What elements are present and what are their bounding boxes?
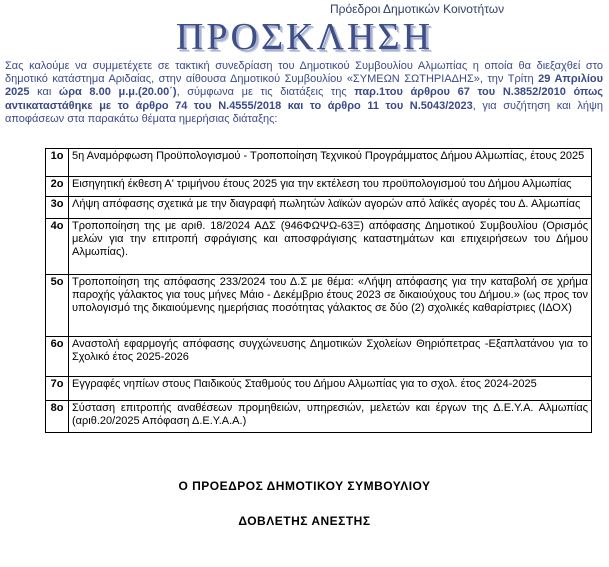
agenda-number: 4ο bbox=[46, 219, 69, 275]
agenda-text: Εισηγητική έκθεση Α' τριμήνου έτους 2025 για την εκτέλεση του προϋπολογισμού του Δήμου Αλμωπίας bbox=[69, 177, 592, 197]
legal-reference: παρ.1του άρθρου 67 του Ν.3852/2010 όπως αντικαταστάθηκε με το άρθρο 74 του Ν.4555/2018 και το άρθρο 11 του Ν.5043/2023 bbox=[5, 86, 603, 112]
agenda-text: Σύσταση επιτροπής αναθέσεων προμηθειών, υπηρεσιών, μελετών και έργων της Δ.Ε.Υ.Α. Αλμωπίας (αριθ.20/2025 Απόφαση Δ.Ε.Υ.Α.Α.) bbox=[69, 401, 592, 433]
intro-text-2: και bbox=[29, 86, 59, 99]
agenda-text: 5η Αναμόρφωση Προϋπολογισμού - Τροποποίηση Τεχνικού Προγράμματος Δήμου Αλμωπίας, έτους 2025 bbox=[69, 149, 592, 177]
agenda-text: Τροποποίηση της με αριθ. 18/2024 ΑΔΣ (946ΦΩΨΩ-63Ξ) απόφασης Δημοτικού Συμβουλίου (Ορισμός μελών για την επιτροπή σφράγισης και αποσφράγισης καταστημάτων και επιχειρήσεων του Δήμου Αλμωπίας). bbox=[69, 219, 592, 275]
agenda-number: 3ο bbox=[46, 197, 69, 219]
agenda-text: Αναστολή εφαρμογής απόφασης συγχώνευσης Δημοτικών Σχολείων Θηριόπετρας -Εξαπλατάνου για το Σχολικό έτος 2025-2026 bbox=[69, 337, 592, 377]
agenda-number: 7ο bbox=[46, 377, 69, 401]
agenda-text: Τροποποίηση της απόφασης 233/2024 του Δ.Σ με θέμα: «Λήψη απόφασης για την καταβολή σε χρήμα παροχής γάλακτος για τους μήνες Μάιο - Δεκέμβριο έτους 2023 σε δικαιούχους του Δήμου.» (ως προς τον υπολογισμό της δικαιούμενης ημερήσιας ποσότητας γάλακτος σε δύο (2) σχολικές καθαρίστριες (ΙΔΟΧ) bbox=[69, 275, 592, 337]
agenda-number: 8ο bbox=[46, 401, 69, 433]
recipient-line: Πρόεδροι Δημοτικών Κοινοτήτων bbox=[330, 2, 505, 16]
agenda-number: 2ο bbox=[46, 177, 69, 197]
meeting-time: ώρα 8.00 μ.μ.(20.00΄) bbox=[58, 86, 177, 99]
agenda-number: 5ο bbox=[46, 275, 69, 337]
page-title: ΠΡΟΣΚΛΗΣΗ bbox=[175, 16, 434, 58]
intro-text-3: , σύμφωνα με τις διατάξεις της bbox=[176, 86, 355, 99]
agenda-number: 6ο bbox=[46, 337, 69, 377]
table-row bbox=[46, 377, 592, 401]
table-row bbox=[46, 197, 592, 219]
intro-text-1: Σας καλούμε να συμμετέχετε σε τακτική συνεδρίαση του Δημοτικού Συμβουλίου Αλμωπίας η οποία θα διεξαχθεί στο δημοτικό κατάστημα Αριδαίας, στην αίθουσα Δημοτικού Συμβουλίου «ΣΥΜΕΩΝ ΣΩΤΗΡΙΑΔΗΣ», την Τρίτη bbox=[5, 60, 603, 86]
table-row bbox=[46, 337, 592, 377]
intro-paragraph bbox=[5, 60, 603, 126]
agenda-text: Λήψη απόφασης σχετικά με την διαγραφή πωλητών λαϊκών αγορών από λαϊκές αγορές του Δ. Αλμωπίας bbox=[69, 197, 592, 219]
agenda-number: 1ο bbox=[46, 149, 69, 177]
table-row bbox=[46, 149, 592, 177]
table-row bbox=[46, 219, 592, 275]
agenda-table bbox=[45, 148, 592, 433]
meeting-date: 29 Απριλίου 2025 bbox=[5, 73, 604, 99]
signature-name: ΔΟΒΛΕΤΗΣ ΑΝΕΣΤΗΣ bbox=[238, 514, 371, 528]
table-row bbox=[46, 177, 592, 197]
intro-text-4: , για συζήτηση και λήψη αποφάσεων στα παρακάτω θέματα ημερήσιας διάταξης: bbox=[5, 99, 603, 125]
agenda-text: Εγγραφές νηπίων στους Παιδικούς Σταθμούς του Δήμου Αλμωπίας για το σχολ. έτος 2024-2025 bbox=[69, 377, 592, 401]
table-row bbox=[46, 401, 592, 433]
signature-role: Ο ΠΡΟΕΔΡΟΣ ΔΗΜΟΤΙΚΟΥ ΣΥΜΒΟΥΛΙΟΥ bbox=[178, 479, 431, 493]
table-row bbox=[46, 275, 592, 337]
